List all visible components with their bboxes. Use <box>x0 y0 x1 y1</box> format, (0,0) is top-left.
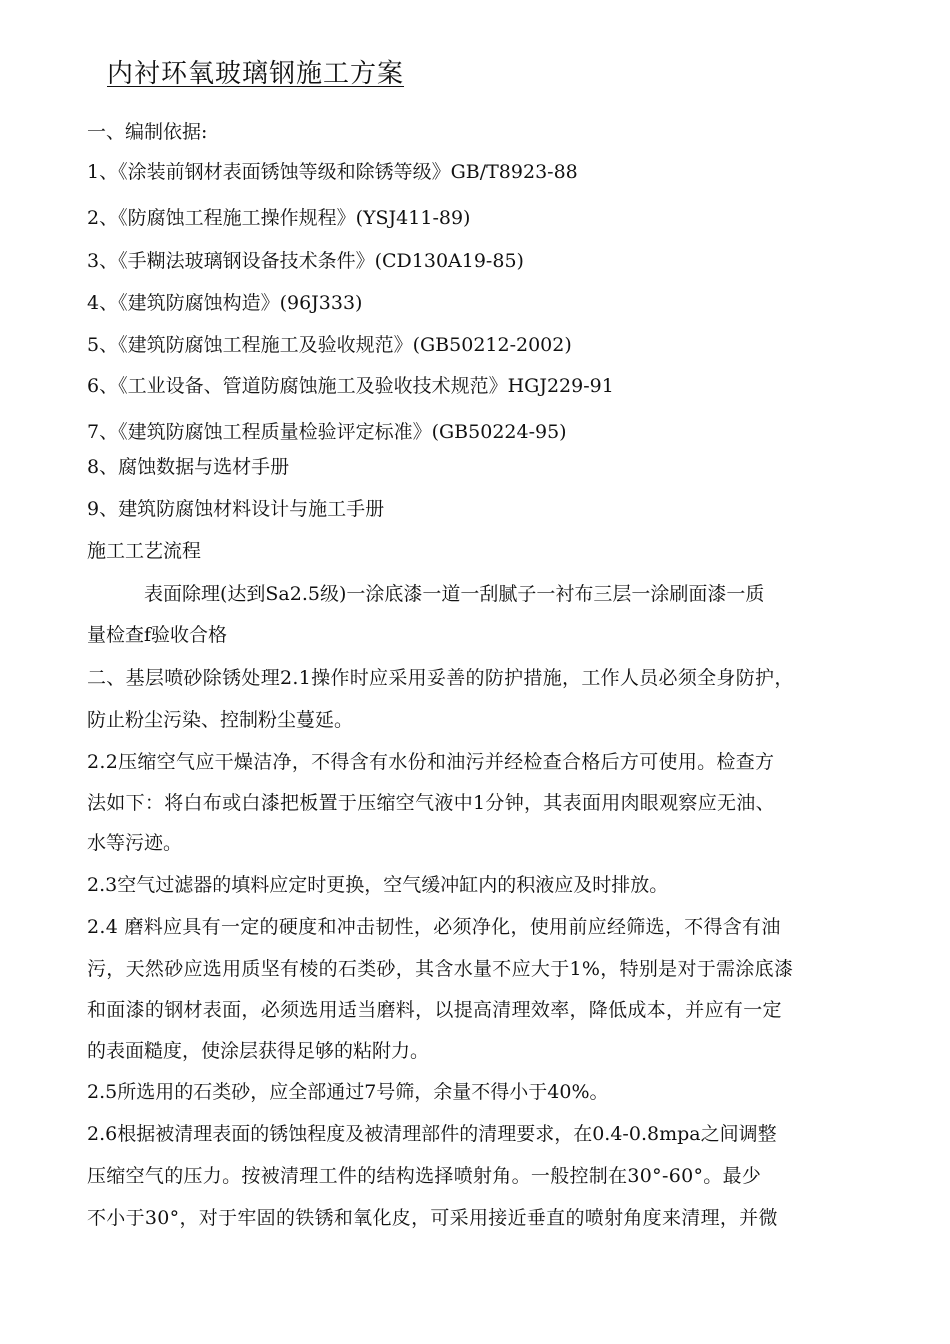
paragraph-line: 二、基层喷砂除锈处理2.1操作时应采用妥善的防护措施，工作人员必须全身防护， <box>87 667 794 689</box>
reference-item-6: 6、《工业设备、管道防腐蚀施工及验收技术规范》HGJ229-91 <box>87 375 614 397</box>
reference-item-7: 7、《建筑防腐蚀工程质量检验评定标准》(GB50224-95) <box>87 421 567 443</box>
paragraph-line: 防止粉尘污染、控制粉尘蔓延。 <box>87 709 354 731</box>
reference-item-8: 8、腐蚀数据与选材手册 <box>87 456 290 478</box>
reference-item-5: 5、《建筑防腐蚀工程施工及验收规范》(GB50212-2002) <box>87 334 572 356</box>
process-flow-heading: 施工工艺流程 <box>87 540 202 562</box>
reference-item-9: 9、建筑防腐蚀材料设计与施工手册 <box>87 498 385 520</box>
reference-item-2: 2、《防腐蚀工程施工操作规程》(YSJ411-89) <box>87 207 471 229</box>
paragraph-line: 的表面糙度，使涂层获得足够的粘附力。 <box>87 1040 430 1062</box>
process-flow-text-cont: 量检查f验收合格 <box>87 624 228 646</box>
paragraph-line: 2.2压缩空气应干燥洁净，不得含有水份和油污并经检查合格后方可使用。检查方 <box>87 751 775 773</box>
document-title: 内衬环氧玻璃钢施工方案 <box>107 59 405 89</box>
paragraph-line: 和面漆的钢材表面，必须选用适当磨料，以提高清理效率，降低成本，并应有一定 <box>87 999 782 1021</box>
paragraph-line: 污，天然砂应选用质坚有棱的石类砂，其含水量不应大于1%，特别是对于需涂底漆 <box>87 958 794 980</box>
paragraph-line: 2.6根据被清理表面的锈蚀程度及被清理部件的清理要求，在0.4-0.8mpa之间调整 <box>87 1123 777 1145</box>
reference-item-1: 1、《涂装前钢材表面锈蚀等级和除锈等级》GB/T8923-88 <box>87 161 578 183</box>
paragraph-line: 2.4 磨料应具有一定的硬度和冲击韧性，必须净化，使用前应经筛选，不得含有油 <box>87 916 781 938</box>
reference-item-3: 3、《手糊法玻璃钢设备技术条件》(CD130A19-85) <box>87 250 524 272</box>
paragraph-line: 2.3空气过滤器的填料应定时更换，空气缓冲缸内的积液应及时排放。 <box>87 874 669 896</box>
reference-item-4: 4、《建筑防腐蚀构造》(96J333) <box>87 292 363 314</box>
paragraph-line: 法如下：将白布或白漆把板置于压缩空气液中1分钟，其表面用肉眼观察应无油、 <box>87 792 775 814</box>
paragraph-line: 不小于30°，对于牢固的铁锈和氧化皮，可采用接近垂直的喷射角度来清理，并微 <box>87 1207 778 1229</box>
paragraph-line: 水等污迹。 <box>87 832 183 854</box>
paragraph-line: 压缩空气的压力。按被清理工件的结构选择喷射角。一般控制在30°-60°。最少 <box>87 1165 762 1187</box>
paragraph-line: 2.5所选用的石类砂，应全部通过7号筛，余量不得小于40%。 <box>87 1081 609 1103</box>
process-flow-text: 表面除理(达到Sa2.5级)一涂底漆一道一刮腻子一衬布三层一涂刷面漆一质 <box>144 583 765 605</box>
section-heading-basis: 一、编制依据: <box>87 121 208 143</box>
